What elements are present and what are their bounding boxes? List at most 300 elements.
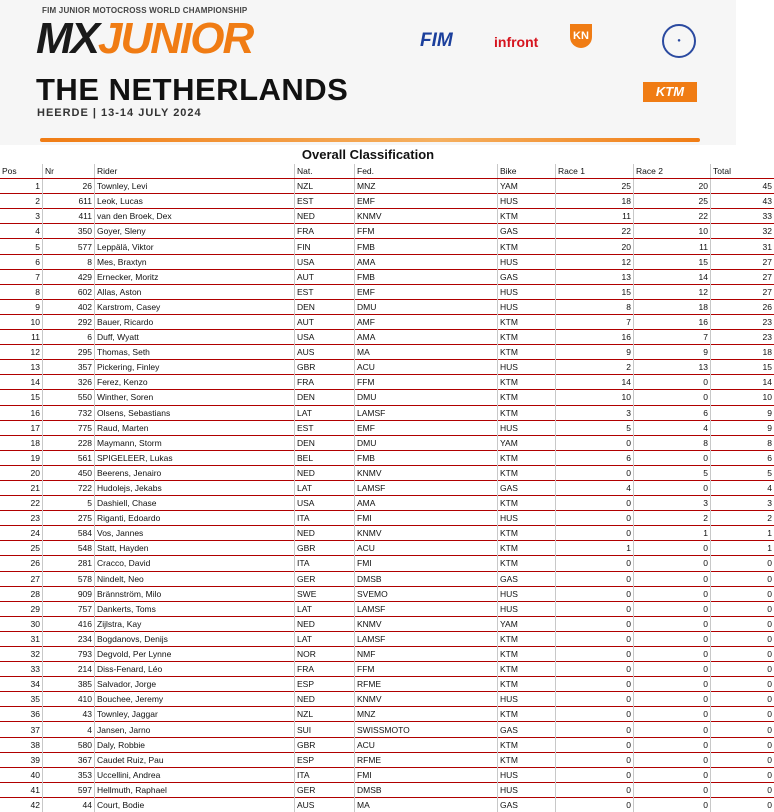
cell-nat: NED [295, 526, 355, 541]
cell-fed: AMA [355, 254, 498, 269]
col-race2: Race 2 [634, 164, 711, 179]
cell-race1: 6 [556, 450, 634, 465]
cell-race2: 4 [634, 420, 711, 435]
cell-fed: ACU [355, 541, 498, 556]
cell-race2: 3 [634, 496, 711, 511]
cell-race2: 20 [634, 179, 711, 194]
cell-bike: KTM [498, 450, 556, 465]
table-row [0, 541, 774, 556]
cell-nr: 214 [43, 662, 95, 677]
cell-total: 0 [711, 707, 774, 722]
cell-bike: GAS [498, 797, 556, 812]
cell-rider: Leok, Lucas [95, 194, 295, 209]
cell-nr: 4 [43, 722, 95, 737]
cell-nr: 402 [43, 299, 95, 314]
col-rider: Rider [95, 164, 295, 179]
cell-rider: Ferez, Kenzo [95, 375, 295, 390]
header-stripe [40, 138, 700, 142]
cell-race1: 12 [556, 254, 634, 269]
cell-rider: Beerens, Jenairo [95, 465, 295, 480]
cell-total: 0 [711, 601, 774, 616]
cell-race1: 0 [556, 647, 634, 662]
cell-race1: 16 [556, 330, 634, 345]
cell-rider: van den Broek, Dex [95, 209, 295, 224]
cell-pos: 18 [0, 435, 43, 450]
table-row [0, 420, 774, 435]
table-row [0, 405, 774, 420]
table-row [0, 465, 774, 480]
cell-race1: 25 [556, 179, 634, 194]
cell-bike: KTM [498, 405, 556, 420]
cell-nr: 326 [43, 375, 95, 390]
cell-fed: FFM [355, 662, 498, 677]
cell-race2: 10 [634, 224, 711, 239]
cell-race2: 0 [634, 556, 711, 571]
table-row [0, 496, 774, 511]
table-row [0, 797, 774, 812]
col-nat: Nat. [295, 164, 355, 179]
cell-total: 0 [711, 647, 774, 662]
cell-nat: EST [295, 420, 355, 435]
cell-rider: Pickering, Finley [95, 360, 295, 375]
cell-rider: Mes, Braxtyn [95, 254, 295, 269]
cell-total: 0 [711, 782, 774, 797]
cell-bike: KTM [498, 662, 556, 677]
table-row [0, 707, 774, 722]
cell-race2: 0 [634, 707, 711, 722]
cell-total: 45 [711, 179, 774, 194]
cell-bike: GAS [498, 224, 556, 239]
cell-bike: HUS [498, 586, 556, 601]
cell-race1: 22 [556, 224, 634, 239]
cell-nr: 577 [43, 239, 95, 254]
cell-nat: DEN [295, 435, 355, 450]
table-row [0, 330, 774, 345]
fim-logo: FIM [420, 30, 453, 52]
cell-total: 26 [711, 299, 774, 314]
table-row [0, 616, 774, 631]
cell-nat: USA [295, 254, 355, 269]
cell-fed: DMSB [355, 571, 498, 586]
cell-pos: 28 [0, 586, 43, 601]
cell-nr: 234 [43, 631, 95, 646]
cell-race2: 25 [634, 194, 711, 209]
cell-pos: 14 [0, 375, 43, 390]
cell-pos: 2 [0, 194, 43, 209]
cell-fed: FFM [355, 224, 498, 239]
cell-pos: 32 [0, 647, 43, 662]
cell-nr: 580 [43, 737, 95, 752]
cell-race2: 0 [634, 375, 711, 390]
cell-pos: 12 [0, 345, 43, 360]
cell-nat: NED [295, 465, 355, 480]
cell-nat: AUS [295, 797, 355, 812]
cell-nat: ESP [295, 677, 355, 692]
cell-nr: 6 [43, 330, 95, 345]
cell-race2: 18 [634, 299, 711, 314]
table-row [0, 586, 774, 601]
cell-fed: FMB [355, 269, 498, 284]
cell-rider: Uccellini, Andrea [95, 767, 295, 782]
cell-race1: 0 [556, 631, 634, 646]
cell-race1: 0 [556, 677, 634, 692]
cell-pos: 39 [0, 752, 43, 767]
cell-nr: 732 [43, 405, 95, 420]
table-row [0, 390, 774, 405]
cell-race2: 0 [634, 571, 711, 586]
cell-race2: 9 [634, 345, 711, 360]
cell-total: 18 [711, 345, 774, 360]
results-header [0, 0, 736, 145]
cell-rider: Daly, Robbie [95, 737, 295, 752]
table-row [0, 677, 774, 692]
cell-pos: 17 [0, 420, 43, 435]
table-row [0, 737, 774, 752]
cell-race1: 0 [556, 737, 634, 752]
cell-nr: 561 [43, 450, 95, 465]
cell-nr: 548 [43, 541, 95, 556]
cell-bike: KTM [498, 677, 556, 692]
cell-total: 0 [711, 737, 774, 752]
col-bike: Bike [498, 164, 556, 179]
cell-fed: DMSB [355, 782, 498, 797]
cell-nat: USA [295, 496, 355, 511]
cell-nat: ITA [295, 767, 355, 782]
cell-pos: 4 [0, 224, 43, 239]
page-title: Overall Classification [0, 147, 736, 162]
cell-race2: 11 [634, 239, 711, 254]
cell-pos: 38 [0, 737, 43, 752]
cell-pos: 35 [0, 692, 43, 707]
col-nr: Nr [43, 164, 95, 179]
cell-pos: 22 [0, 496, 43, 511]
cell-race1: 0 [556, 797, 634, 812]
cell-rider: Allas, Aston [95, 284, 295, 299]
mxjunior-logo: MXJUNIOR [36, 13, 252, 65]
cell-pos: 19 [0, 450, 43, 465]
championship-name: FIM JUNIOR MOTOCROSS WORLD CHAMPIONSHIP [42, 6, 247, 15]
cell-race2: 8 [634, 435, 711, 450]
cell-race2: 0 [634, 662, 711, 677]
cell-bike: GAS [498, 269, 556, 284]
cell-race1: 0 [556, 616, 634, 631]
table-header-row [0, 164, 774, 179]
cell-nr: 385 [43, 677, 95, 692]
cell-nat: DEN [295, 299, 355, 314]
cell-total: 27 [711, 254, 774, 269]
cell-bike: KTM [498, 631, 556, 646]
table-row [0, 631, 774, 646]
event-venue-date: HEERDE | 13-14 JULY 2024 [37, 107, 202, 119]
cell-nat: NED [295, 692, 355, 707]
cell-nr: 295 [43, 345, 95, 360]
cell-rider: Karstrom, Casey [95, 299, 295, 314]
cell-race2: 16 [634, 314, 711, 329]
cell-nat: ESP [295, 752, 355, 767]
cell-fed: LAMSF [355, 601, 498, 616]
cell-bike: HUS [498, 299, 556, 314]
cell-nr: 8 [43, 254, 95, 269]
table-row [0, 345, 774, 360]
cell-total: 9 [711, 420, 774, 435]
cell-rider: Maymann, Storm [95, 435, 295, 450]
cell-rider: SPIGELEER, Lukas [95, 450, 295, 465]
cell-race1: 0 [556, 435, 634, 450]
cell-rider: Bogdanovs, Denijs [95, 631, 295, 646]
cell-rider: Jansen, Jarno [95, 722, 295, 737]
cell-pos: 37 [0, 722, 43, 737]
cell-fed: KNMV [355, 209, 498, 224]
cell-race2: 0 [634, 782, 711, 797]
cell-bike: KTM [498, 330, 556, 345]
cell-race1: 0 [556, 465, 634, 480]
cell-fed: EMF [355, 420, 498, 435]
cell-nat: AUS [295, 345, 355, 360]
cell-rider: Diss-Fenard, Léo [95, 662, 295, 677]
cell-fed: EMF [355, 194, 498, 209]
cell-bike: KTM [498, 707, 556, 722]
cell-race2: 1 [634, 526, 711, 541]
cell-bike: GAS [498, 480, 556, 495]
cell-total: 31 [711, 239, 774, 254]
cell-bike: KTM [498, 209, 556, 224]
cell-pos: 40 [0, 767, 43, 782]
cell-pos: 26 [0, 556, 43, 571]
cell-nr: 411 [43, 209, 95, 224]
cell-rider: Riganti, Edoardo [95, 511, 295, 526]
cell-race1: 0 [556, 662, 634, 677]
table-row [0, 692, 774, 707]
cell-nr: 909 [43, 586, 95, 601]
cell-race2: 0 [634, 480, 711, 495]
cell-nr: 584 [43, 526, 95, 541]
cell-fed: MA [355, 797, 498, 812]
cell-bike: KTM [498, 737, 556, 752]
cell-total: 1 [711, 526, 774, 541]
table-row [0, 722, 774, 737]
cell-nat: BEL [295, 450, 355, 465]
cell-fed: KNMV [355, 692, 498, 707]
table-row [0, 224, 774, 239]
cell-bike: YAM [498, 179, 556, 194]
table-row [0, 556, 774, 571]
cell-nr: 367 [43, 752, 95, 767]
cell-rider: Caudet Ruiz, Pau [95, 752, 295, 767]
cell-bike: KTM [498, 375, 556, 390]
cell-fed: RFME [355, 752, 498, 767]
table-row [0, 299, 774, 314]
cell-race2: 0 [634, 601, 711, 616]
table-row [0, 360, 774, 375]
col-fed: Fed. [355, 164, 498, 179]
cell-race2: 0 [634, 752, 711, 767]
cell-pos: 25 [0, 541, 43, 556]
table-row [0, 782, 774, 797]
cell-nat: NED [295, 616, 355, 631]
cell-fed: EMF [355, 284, 498, 299]
cell-bike: YAM [498, 435, 556, 450]
cell-rider: Winther, Soren [95, 390, 295, 405]
cell-bike: HUS [498, 360, 556, 375]
cell-fed: AMA [355, 330, 498, 345]
cell-fed: MNZ [355, 707, 498, 722]
cell-total: 0 [711, 752, 774, 767]
cell-race1: 18 [556, 194, 634, 209]
cell-race1: 0 [556, 707, 634, 722]
cell-rider: Thomas, Seth [95, 345, 295, 360]
cell-nat: LAT [295, 405, 355, 420]
cell-nat: SWE [295, 586, 355, 601]
cell-fed: AMA [355, 496, 498, 511]
cell-pos: 5 [0, 239, 43, 254]
cell-race1: 20 [556, 239, 634, 254]
cell-race1: 0 [556, 511, 634, 526]
cell-fed: DMU [355, 390, 498, 405]
cell-pos: 23 [0, 511, 43, 526]
table-row [0, 314, 774, 329]
cell-nr: 450 [43, 465, 95, 480]
table-row [0, 526, 774, 541]
cell-total: 0 [711, 692, 774, 707]
cell-nat: LAT [295, 480, 355, 495]
cell-race2: 0 [634, 647, 711, 662]
cell-bike: HUS [498, 420, 556, 435]
cell-nat: ITA [295, 556, 355, 571]
cell-pos: 15 [0, 390, 43, 405]
cell-race2: 0 [634, 450, 711, 465]
cell-race1: 0 [556, 586, 634, 601]
col-total: Total [711, 164, 774, 179]
cell-rider: Raud, Marten [95, 420, 295, 435]
cell-race1: 11 [556, 209, 634, 224]
cell-nat: GBR [295, 541, 355, 556]
cell-total: 0 [711, 797, 774, 812]
cell-total: 6 [711, 450, 774, 465]
cell-bike: HUS [498, 601, 556, 616]
cell-fed: MA [355, 345, 498, 360]
cell-fed: DMU [355, 299, 498, 314]
cell-pos: 10 [0, 314, 43, 329]
cell-nr: 550 [43, 390, 95, 405]
cell-rider: Salvador, Jorge [95, 677, 295, 692]
table-row [0, 269, 774, 284]
cell-rider: Townley, Jaggar [95, 707, 295, 722]
cell-nat: AUT [295, 314, 355, 329]
table-row [0, 254, 774, 269]
cell-race2: 22 [634, 209, 711, 224]
table-row [0, 450, 774, 465]
cell-nat: FRA [295, 375, 355, 390]
cell-fed: RFME [355, 677, 498, 692]
club-seal-logo: ● [662, 24, 696, 58]
cell-nat: FRA [295, 662, 355, 677]
cell-nat: AUT [295, 269, 355, 284]
cell-race2: 0 [634, 586, 711, 601]
cell-fed: KNMV [355, 616, 498, 631]
cell-nr: 597 [43, 782, 95, 797]
cell-pos: 27 [0, 571, 43, 586]
cell-race2: 2 [634, 511, 711, 526]
cell-nat: FIN [295, 239, 355, 254]
cell-race2: 0 [634, 677, 711, 692]
cell-nat: LAT [295, 601, 355, 616]
cell-total: 0 [711, 556, 774, 571]
cell-nat: FRA [295, 224, 355, 239]
cell-rider: Dashiell, Chase [95, 496, 295, 511]
cell-race2: 0 [634, 767, 711, 782]
cell-bike: HUS [498, 782, 556, 797]
cell-total: 0 [711, 677, 774, 692]
cell-nat: EST [295, 284, 355, 299]
cell-race2: 0 [634, 692, 711, 707]
cell-nr: 416 [43, 616, 95, 631]
cell-nat: USA [295, 330, 355, 345]
cell-rider: Ernecker, Moritz [95, 269, 295, 284]
cell-nr: 43 [43, 707, 95, 722]
cell-race1: 0 [556, 601, 634, 616]
cell-fed: DMU [355, 435, 498, 450]
cell-race1: 0 [556, 496, 634, 511]
cell-pos: 31 [0, 631, 43, 646]
cell-nr: 793 [43, 647, 95, 662]
cell-total: 0 [711, 631, 774, 646]
cell-total: 3 [711, 496, 774, 511]
cell-nr: 292 [43, 314, 95, 329]
cell-fed: KNMV [355, 465, 498, 480]
cell-rider: Court, Bodie [95, 797, 295, 812]
cell-nr: 722 [43, 480, 95, 495]
event-country: THE NETHERLANDS [36, 72, 348, 108]
cell-race1: 0 [556, 571, 634, 586]
table-row [0, 435, 774, 450]
cell-bike: KTM [498, 496, 556, 511]
cell-total: 0 [711, 586, 774, 601]
cell-nr: 410 [43, 692, 95, 707]
cell-total: 23 [711, 330, 774, 345]
cell-nr: 578 [43, 571, 95, 586]
cell-total: 10 [711, 390, 774, 405]
cell-fed: NMF [355, 647, 498, 662]
cell-rider: Bouchee, Jeremy [95, 692, 295, 707]
table-row [0, 209, 774, 224]
cell-rider: Zijlstra, Kay [95, 616, 295, 631]
cell-pos: 36 [0, 707, 43, 722]
cell-nat: NZL [295, 179, 355, 194]
cell-bike: GAS [498, 571, 556, 586]
table-row [0, 284, 774, 299]
cell-rider: Vos, Jannes [95, 526, 295, 541]
cell-race2: 0 [634, 631, 711, 646]
cell-bike: HUS [498, 254, 556, 269]
cell-total: 0 [711, 767, 774, 782]
cell-race1: 7 [556, 314, 634, 329]
cell-pos: 13 [0, 360, 43, 375]
cell-race1: 0 [556, 767, 634, 782]
table-row [0, 179, 774, 194]
cell-race2: 15 [634, 254, 711, 269]
cell-total: 27 [711, 284, 774, 299]
cell-fed: MNZ [355, 179, 498, 194]
cell-pos: 34 [0, 677, 43, 692]
cell-total: 2 [711, 511, 774, 526]
cell-rider: Degvold, Per Lynne [95, 647, 295, 662]
cell-nr: 602 [43, 284, 95, 299]
cell-bike: KTM [498, 647, 556, 662]
cell-race1: 8 [556, 299, 634, 314]
cell-pos: 9 [0, 299, 43, 314]
cell-rider: Brännström, Milo [95, 586, 295, 601]
cell-fed: SWISSMOTO [355, 722, 498, 737]
